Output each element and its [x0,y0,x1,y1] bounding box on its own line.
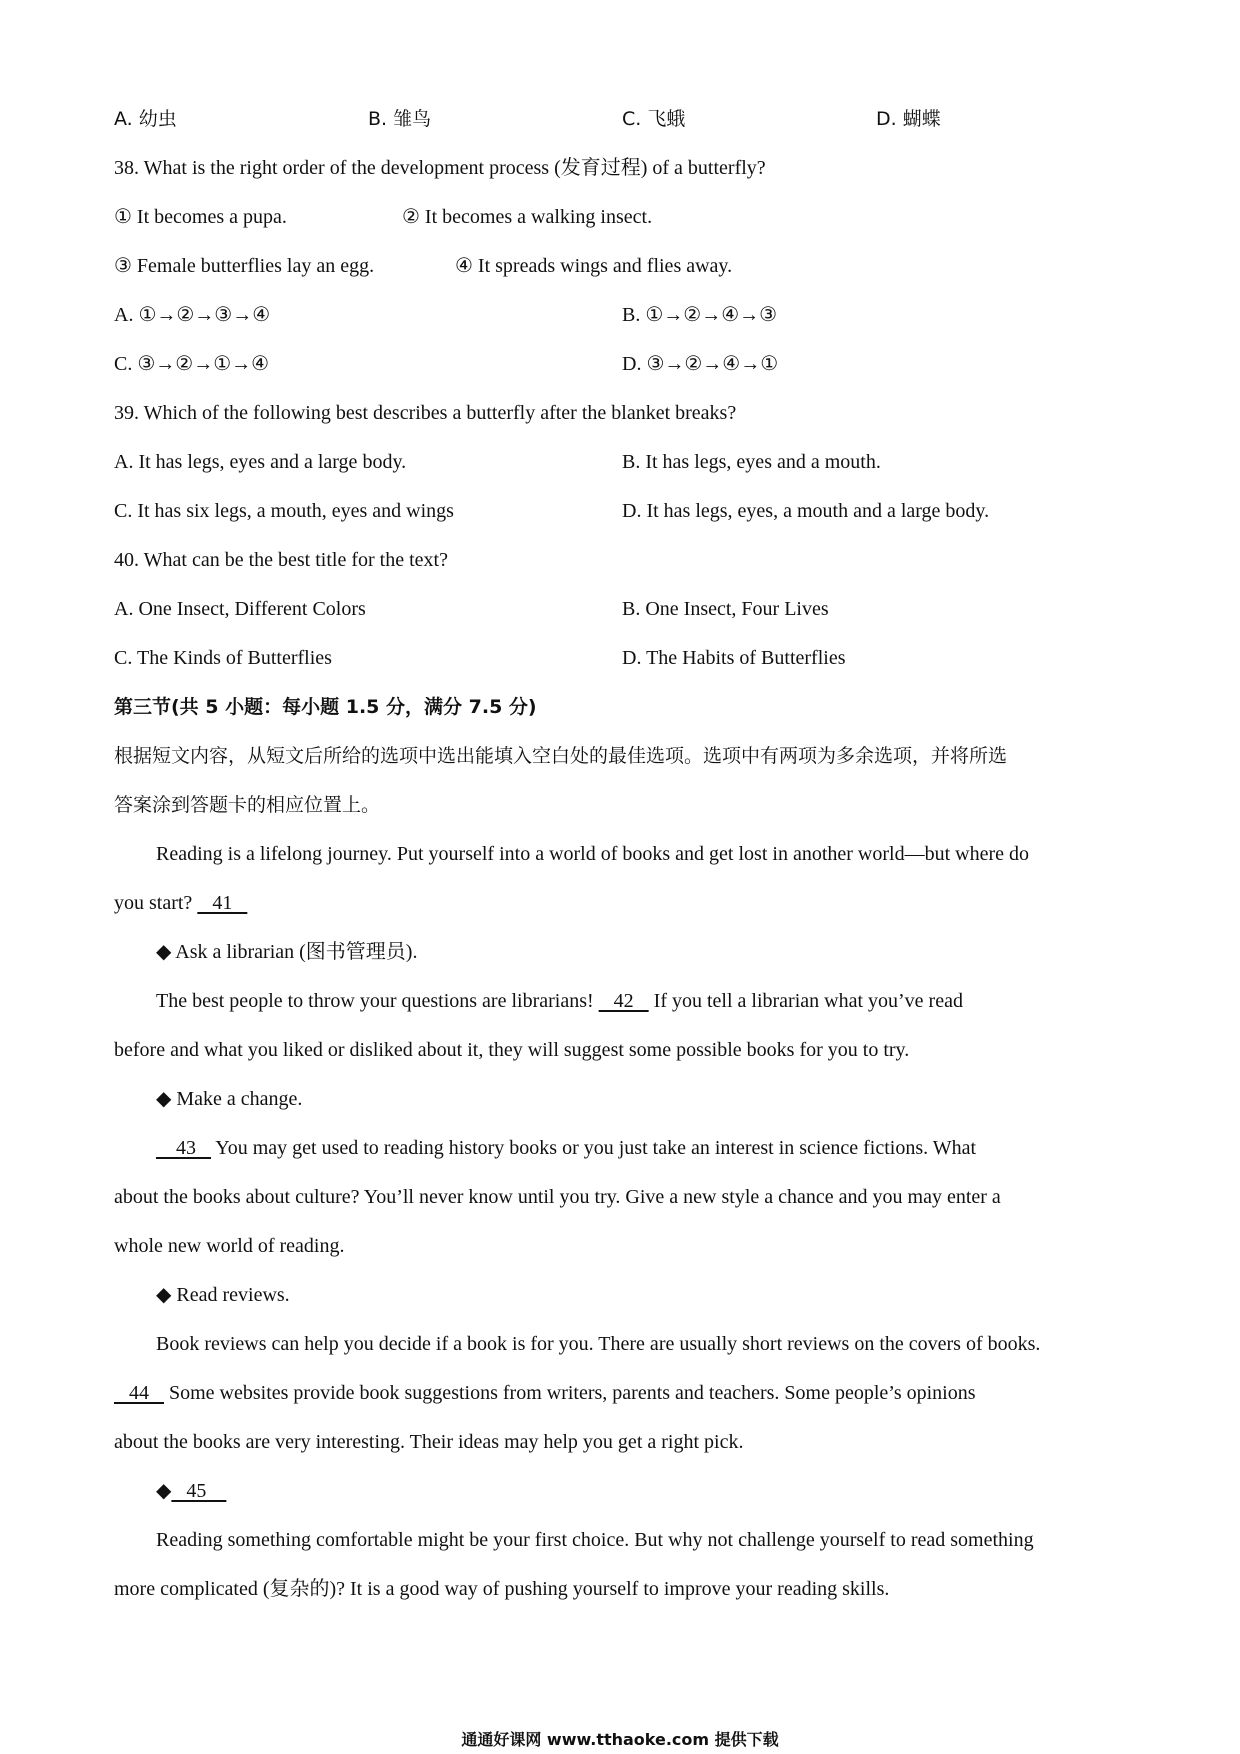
passage-p5-line-2: more complicated (复杂的)? It is a good way of pushing yourself to improve your reading skills. [114,1578,890,1600]
section-heading: 第三节(共 5 小题：每小题 1.5 分，满分 7.5 分) [114,696,537,718]
bullet-symbol: ◆ [156,1480,172,1502]
q40-option-a: A. One Insect, Different Colors [114,598,366,620]
q38-option-d: D. ③→②→④→① [622,353,779,375]
q37-option-c: C. 飞蛾 [622,108,686,130]
q39-option-a: A. It has legs, eyes and a large body. [114,451,407,473]
q38-item-2: ② It becomes a walking insect. [402,206,653,228]
passage-p1-line-2 [114,890,247,916]
q39-option-c: C. It has six legs, a mouth, eyes and wings [114,500,454,522]
instruction-line-2: 答案涂到答题卡的相应位置上。 [114,794,381,816]
blank-42: 42 [598,990,649,1012]
q37-option-b: B. 雏鸟 [368,108,432,130]
blank-45: 45 [171,1480,227,1502]
passage-p2-line-1 [156,988,963,1014]
bullet-make-change: ◆ Make a change. [156,1088,303,1110]
q38-question: 38. What is the right order of the development process (发育过程) of a butterfly? [114,157,766,179]
blank-44: 44 [114,1382,164,1404]
passage-text: you start? [114,892,198,914]
q40-question: 40. What can be the best title for the text? [114,549,448,571]
q40-option-b: B. One Insect, Four Lives [622,598,829,620]
passage-p2-line-2: before and what you liked or disliked about it, they will suggest some possible books for you to try. [114,1039,910,1061]
q40-option-d: D. The Habits of Butterflies [622,647,846,669]
q38-item-4: ④ It spreads wings and flies away. [455,255,733,277]
passage-text: You may get used to reading history books or you just take an interest in science fictions. What [211,1137,977,1159]
bullet-read-reviews: ◆ Read reviews. [156,1284,290,1306]
passage-p3-line-2: about the books about culture? You’ll never know until you try. Give a new style a chance and you may enter a [114,1186,1001,1208]
passage-text: If you tell a librarian what you’ve read [648,990,963,1012]
blank-43: 43 [156,1137,211,1159]
instruction-line-1: 根据短文内容，从短文后所给的选项中选出能填入空白处的最佳选项。选项中有两项为多余选项，并将所选 [114,745,1008,767]
q38-option-c: C. ③→②→①→④ [114,353,270,375]
bullet-blank-45 [156,1478,226,1504]
passage-p5-line-1: Reading something comfortable might be your first choice. But why not challenge yourself to read something [156,1529,1034,1551]
passage-p3-line-1 [156,1135,976,1161]
q38-item-1: ① It becomes a pupa. [114,206,287,228]
bullet-ask-librarian: ◆ Ask a librarian (图书管理员). [156,941,418,963]
q37-option-a: A. 幼虫 [114,108,177,130]
q38-option-b: B. ①→②→④→③ [622,304,778,326]
q38-option-a: A. ①→②→③→④ [114,304,271,326]
passage-p4-line-3: about the books are very interesting. Their ideas may help you get a right pick. [114,1431,744,1453]
q39-option-d: D. It has legs, eyes, a mouth and a large body. [622,500,990,522]
blank-41: 41 [197,892,248,914]
q37-option-d: D. 蝴蝶 [876,108,941,130]
q40-option-c: C. The Kinds of Butterflies [114,647,332,669]
passage-p1-line-1: Reading is a lifelong journey. Put yourself into a world of books and get lost in another world—but where do [156,843,1029,865]
page-footer: 通通好课网 www.tthaoke.com 提供下载 [461,1730,779,1749]
passage-text: The best people to throw your questions are librarians! [156,990,599,1012]
q38-item-3: ③ Female butterflies lay an egg. [114,255,375,277]
passage-p4-line-1: Book reviews can help you decide if a book is for you. There are usually short reviews on the covers of books. [156,1333,1041,1355]
q39-question: 39. Which of the following best describes a butterfly after the blanket breaks? [114,402,737,424]
passage-p4-line-2 [114,1380,976,1406]
passage-p3-line-3: whole new world of reading. [114,1235,345,1257]
q39-option-b: B. It has legs, eyes and a mouth. [622,451,881,473]
passage-text: Some websites provide book suggestions from writers, parents and teachers. Some people’s opinions [164,1382,976,1404]
